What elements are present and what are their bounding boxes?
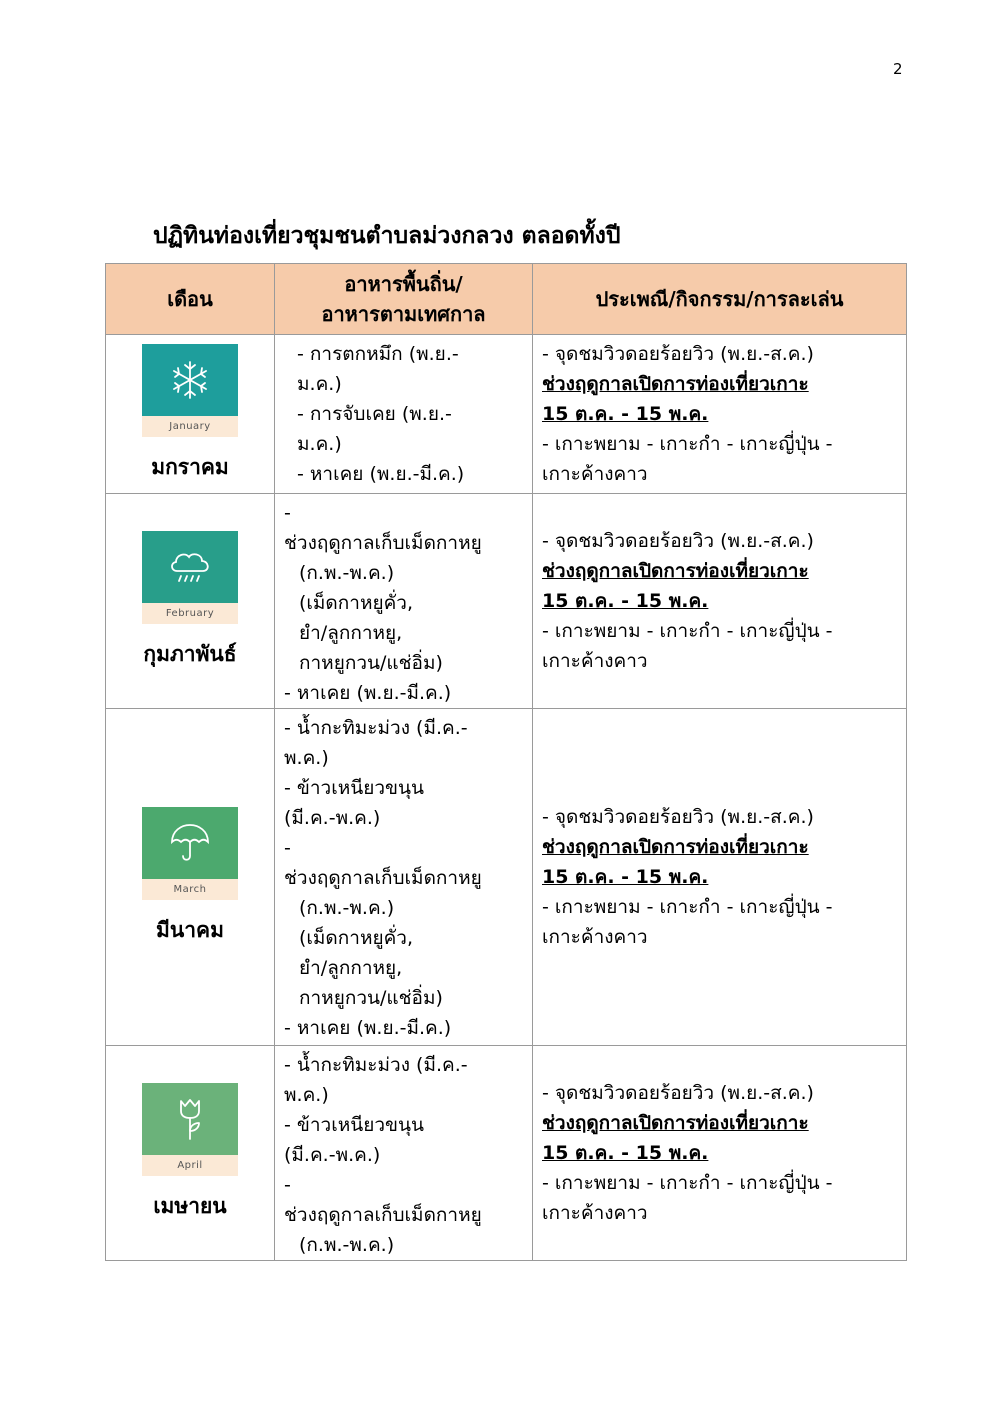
activity-line: - จุดชมวิวดอยร้อยวิว (พ.ย.-ส.ค.) xyxy=(542,530,814,552)
food-line: - xyxy=(284,837,291,859)
header-food-line2: อาหารตามเทศกาล xyxy=(321,302,486,326)
month-icon-card xyxy=(142,531,238,624)
food-line: พ.ค.) xyxy=(284,1084,329,1106)
food-line: (เม็ดกาหยูคั่ว, xyxy=(299,592,414,614)
icon-label: January xyxy=(142,416,238,437)
activity-line: - เกาะพยาม - เกาะกำ - เกาะญี่ปุ่น - xyxy=(542,896,833,918)
food-line: ช่วงฤดูกาลเก็บเม็ดกาหยู xyxy=(284,867,482,889)
food-line: - ข้าวเหนียวขนุน xyxy=(284,1114,424,1136)
food-line: ยำ/ลูกกาหยู, xyxy=(299,622,403,644)
month-name: เมษายน xyxy=(153,1194,227,1218)
activity-highlight: ช่วงฤดูกาลเปิดการท่องเที่ยวเกาะ xyxy=(542,1112,809,1134)
activity-highlight-dates: 15 ต.ค. - 15 พ.ค. xyxy=(542,403,709,425)
food-line: (ก.พ.-พ.ค.) xyxy=(299,562,395,584)
activity-highlight: ช่วงฤดูกาลเปิดการท่องเที่ยวเกาะ xyxy=(542,373,809,395)
food-line: (มี.ค.-พ.ค.) xyxy=(284,1144,381,1166)
icon-box xyxy=(142,344,238,416)
month-icon-card xyxy=(142,344,238,437)
icon-box xyxy=(142,807,238,879)
activity-line: เกาะค้างคาว xyxy=(542,463,648,485)
food-cell xyxy=(275,335,533,494)
food-line: ช่วงฤดูกาลเก็บเม็ดกาหยู xyxy=(284,1204,482,1226)
table-row xyxy=(106,709,907,1046)
activity-list xyxy=(533,802,906,952)
activity-line: - เกาะพยาม - เกาะกำ - เกาะญี่ปุ่น - xyxy=(542,1172,833,1194)
food-list xyxy=(275,1046,532,1260)
page-title: ปฏิทินท่องเที่ยวชุมชนตำบลม่วงกลวง ตลอดทั้งปี xyxy=(153,223,621,249)
food-line: ช่วงฤดูกาลเก็บเม็ดกาหยู xyxy=(284,532,482,554)
umbrella-icon xyxy=(169,822,211,864)
food-line: (ก.พ.-พ.ค.) xyxy=(299,1234,395,1256)
table-row xyxy=(106,335,907,494)
food-line: - การจับเคย (พ.ย.- xyxy=(297,403,452,425)
food-line: กาหยูกวน/แช่อิ่ม) xyxy=(299,987,443,1009)
icon-box xyxy=(142,1083,238,1155)
rain-cloud-icon xyxy=(167,547,213,587)
header-food-line1: อาหารพื้นถิ่น/ xyxy=(344,272,463,296)
activity-line: - จุดชมวิวดอยร้อยวิว (พ.ย.-ส.ค.) xyxy=(542,343,814,365)
food-line: (ก.พ.-พ.ค.) xyxy=(299,897,395,919)
icon-label: March xyxy=(142,879,238,900)
food-list xyxy=(275,709,532,1043)
header-month: เดือน xyxy=(106,264,275,335)
icon-label: April xyxy=(142,1155,238,1176)
activity-cell xyxy=(533,709,907,1046)
activity-cell xyxy=(533,335,907,494)
food-line: (มี.ค.-พ.ค.) xyxy=(284,807,381,829)
activity-list xyxy=(533,1078,906,1228)
month-name: มกราคม xyxy=(151,455,229,479)
food-line: กาหยูกวน/แช่อิ่ม) xyxy=(299,652,443,674)
activity-line: เกาะค้างคาว xyxy=(542,650,648,672)
month-icon-card xyxy=(142,807,238,900)
food-line: - หาเคย (พ.ย.-มี.ค.) xyxy=(297,463,465,485)
food-list xyxy=(275,335,532,489)
food-line: - หาเคย (พ.ย.-มี.ค.) xyxy=(284,1017,452,1039)
icon-box xyxy=(142,531,238,603)
activity-highlight-dates: 15 ต.ค. - 15 พ.ค. xyxy=(542,1142,709,1164)
month-cell xyxy=(106,709,275,1046)
activity-line: - จุดชมวิวดอยร้อยวิว (พ.ย.-ส.ค.) xyxy=(542,806,814,828)
activity-list xyxy=(533,526,906,676)
activity-line: - เกาะพยาม - เกาะกำ - เกาะญี่ปุ่น - xyxy=(542,433,833,455)
food-line: - xyxy=(284,502,291,524)
table-header-row xyxy=(106,264,907,335)
activity-cell xyxy=(533,494,907,709)
activity-line: เกาะค้างคาว xyxy=(542,926,648,948)
activity-list xyxy=(533,335,906,489)
icon-label: February xyxy=(142,603,238,624)
food-list xyxy=(275,494,532,708)
activity-line: - จุดชมวิวดอยร้อยวิว (พ.ย.-ส.ค.) xyxy=(542,1082,814,1104)
food-line: - น้ำกะทิมะม่วง (มี.ค.- xyxy=(284,1054,468,1076)
month-name: มีนาคม xyxy=(156,918,224,942)
month-cell xyxy=(106,1046,275,1261)
header-food xyxy=(275,264,533,335)
activity-highlight: ช่วงฤดูกาลเปิดการท่องเที่ยวเกาะ xyxy=(542,560,809,582)
header-activity: ประเพณี/กิจกรรม/การละเล่น xyxy=(533,264,907,335)
food-line: - น้ำกะทิมะม่วง (มี.ค.- xyxy=(284,717,468,739)
food-line: - xyxy=(284,1174,291,1196)
activity-highlight-dates: 15 ต.ค. - 15 พ.ค. xyxy=(542,866,709,888)
activity-cell xyxy=(533,1046,907,1261)
tourism-calendar-table xyxy=(105,263,907,1261)
food-line: - ข้าวเหนียวขนุน xyxy=(284,777,424,799)
food-line: (เม็ดกาหยูคั่ว, xyxy=(299,927,414,949)
food-line: ม.ค.) xyxy=(297,433,342,455)
food-cell xyxy=(275,494,533,709)
food-line: ม.ค.) xyxy=(297,373,342,395)
month-name: กุมภาพันธ์ xyxy=(143,642,237,666)
food-cell xyxy=(275,709,533,1046)
table-row xyxy=(106,494,907,709)
food-cell xyxy=(275,1046,533,1261)
month-icon-card xyxy=(142,1083,238,1176)
month-cell xyxy=(106,494,275,709)
food-line: พ.ค.) xyxy=(284,747,329,769)
food-line: - หาเคย (พ.ย.-มี.ค.) xyxy=(284,682,452,704)
page-number: 2 xyxy=(893,60,903,78)
food-line: ยำ/ลูกกาหยู, xyxy=(299,957,403,979)
month-cell xyxy=(106,335,275,494)
table-row xyxy=(106,1046,907,1261)
snowflake-icon xyxy=(170,360,210,400)
activity-highlight-dates: 15 ต.ค. - 15 พ.ค. xyxy=(542,590,709,612)
activity-line: เกาะค้างคาว xyxy=(542,1202,648,1224)
food-line: - การตกหมึก (พ.ย.- xyxy=(297,343,459,365)
activity-highlight: ช่วงฤดูกาลเปิดการท่องเที่ยวเกาะ xyxy=(542,836,809,858)
tulip-icon xyxy=(174,1097,206,1141)
activity-line: - เกาะพยาม - เกาะกำ - เกาะญี่ปุ่น - xyxy=(542,620,833,642)
